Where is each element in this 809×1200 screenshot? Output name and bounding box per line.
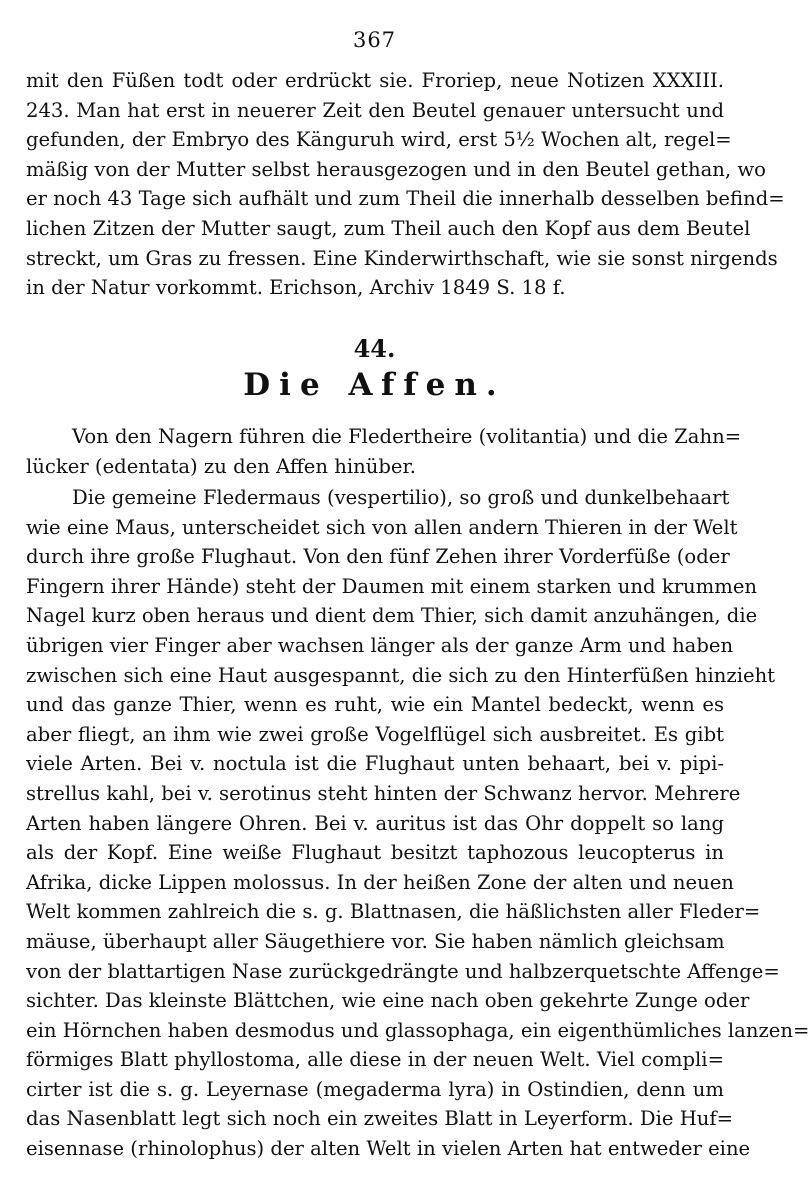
- text-line: gefunden, der Embryo des Känguruh wird, erst 5½ Wochen alt, regel=: [26, 128, 732, 152]
- text-line: strellus kahl, bei v. serotinus steht hinten der Schwanz hervor. Mehrere: [26, 781, 741, 805]
- text-line: mit den Füßen todt oder erdrückt sie. Froriep, neue Notizen XXXIII.: [26, 69, 724, 92]
- text-line: lichen Zitzen der Mutter saugt, zum Theil auch den Kopf aus dem Beutel: [26, 216, 751, 240]
- text-line: mäuse, überhaupt aller Säugethiere vor. Sie haben nämlich gleichsam: [26, 929, 725, 953]
- text-line: Fingern ihrer Hände) steht der Daumen mit einem starken und krummen: [26, 574, 758, 598]
- text-line: cirter ist die s. g. Leyernase (megaderma lyra) in Ostindien, denn um: [26, 1077, 724, 1101]
- intro-paragraph: [26, 422, 742, 481]
- text-line: er noch 43 Tage sich aufhält und zum Theil die innerhalb desselben befind=: [26, 187, 785, 211]
- text-line: übrigen vier Finger aber wachsen länger als der ganze Arm und haben: [26, 633, 734, 657]
- continuation-paragraph: [26, 66, 785, 303]
- page-number: 367: [352, 28, 397, 52]
- text-line: Afrika, dicke Lippen molossus. In der heißen Zone der alten und neuen: [26, 870, 734, 894]
- text-line: Die gemeine Fledermaus (vespertilio), so groß und dunkelbehaart: [72, 486, 730, 509]
- text-line: aber fliegt, an ihm wie zwei große Vogelflügel sich ausbreitet. Es gibt: [26, 722, 724, 746]
- text-line: durch ihre große Flughaut. Von den fünf Zehen ihrer Vorderfüße (oder: [26, 545, 730, 569]
- text-line: zwischen sich eine Haut ausgespannt, die sich zu den Hinterfüßen hinzieht: [26, 663, 776, 687]
- text-line: lücker (edentata) zu den Affen hinüber.: [26, 454, 416, 478]
- text-line: viele Arten. Bei v. noctula ist die Flughaut unten behaart, bei v. pipi-: [26, 752, 724, 776]
- text-line: und das ganze Thier, wenn es ruht, wie ein Mantel bedeckt, wenn es: [26, 693, 724, 717]
- text-line: Arten haben längere Ohren. Bei v. auritus ist das Ohr doppelt so lang: [26, 811, 724, 835]
- text-line: als der Kopf. Eine weiße Flughaut besitzt taphozous leucopterus in: [26, 841, 724, 865]
- section-title: Die Affen.: [243, 367, 506, 403]
- text-line: in der Natur vorkommt. Erichson, Archiv 1849 S. 18 f.: [26, 276, 566, 300]
- text-line: ein Hörnchen haben desmodus und glassophaga, ein eigenthümliches lanzen=: [26, 1018, 809, 1042]
- text-line: wie eine Maus, unterscheidet sich von allen andern Thieren in der Welt: [26, 515, 738, 539]
- bat-paragraph: [26, 483, 809, 1164]
- text-line: Welt kommen zahlreich die s. g. Blattnasen, die häßlichsten aller Fleder=: [26, 900, 761, 924]
- text-line: mäßig von der Mutter selbst herausgezogen und in den Beutel gethan, wo: [26, 157, 766, 181]
- text-line: 243. Man hat erst in neuerer Zeit den Beutel genauer untersucht und: [26, 98, 724, 122]
- text-line: förmiges Blatt phyllostoma, alle diese in der neuen Welt. Viel compli=: [26, 1048, 724, 1072]
- text-line: Von den Nagern führen die Fledertheire (volitantia) und die Zahn=: [72, 425, 742, 448]
- text-line: das Nasenblatt legt sich noch ein zweites Blatt in Leyerform. Die Huf=: [26, 1107, 734, 1131]
- text-line: von der blattartigen Nase zurückgedrängte und halbzerquetschte Affenge=: [26, 959, 780, 983]
- text-line: Nagel kurz oben heraus und dient dem Thier, sich damit anzuhängen, die: [26, 604, 758, 628]
- section-number: 44.: [353, 334, 396, 363]
- text-line: sichter. Das kleinste Blättchen, wie eine nach oben gekehrte Zunge oder: [26, 989, 750, 1013]
- text-line: eisennase (rhinolophus) der alten Welt in vielen Arten hat entweder eine: [26, 1137, 751, 1161]
- text-line: streckt, um Gras zu fressen. Eine Kinderwirthschaft, wie sie sonst nirgends: [26, 246, 778, 270]
